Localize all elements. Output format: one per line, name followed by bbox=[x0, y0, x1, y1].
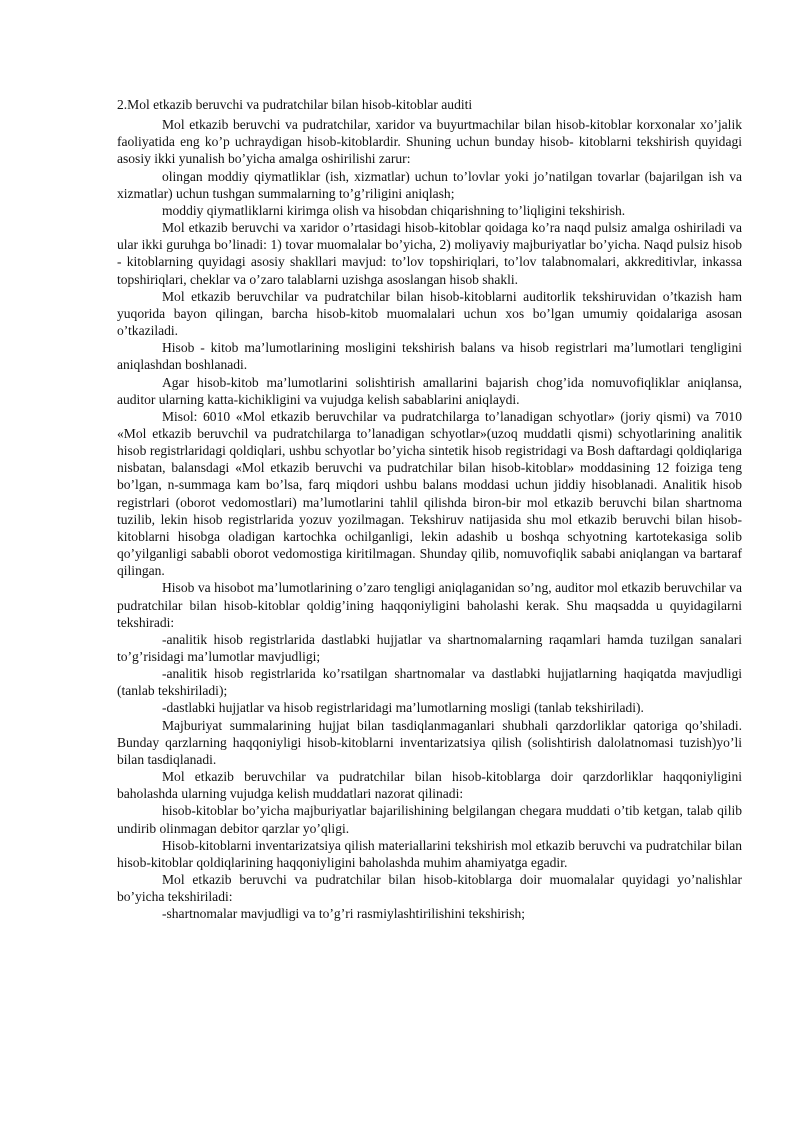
paragraph-doubtful-debts: Majburiyat summalarining hujjat bilan tasdiqlanmaganlari shubhali qarzdorliklar qatoriga qo’shiladi. Bunday qarzlarning haqqoniyligi hisob-kitoblarni inventarizatsiya qilish (solishtirish dalolatnomasi tuzish)yo’li bilan tasdiqlanadi. bbox=[117, 717, 742, 767]
section-heading: 2.Mol etkazib beruvchi va pudratchilar bilan hisob-kitoblar auditi bbox=[117, 97, 473, 112]
paragraph-operations-check: Mol etkazib beruvchi va pudratchilar bilan hisob-kitoblarga doir muomalalar quyidagi yo’nalishlar bo’yicha tekshiriladi: bbox=[117, 872, 742, 905]
paragraph-intro: Mol etkazib beruvchi va pudratchilar, xaridor va buyurtmachilar bilan hisob-kitoblar korxonalar xo’jalik faoliyatida eng ko’p uchraydigan hisob-kitoblardir. Shuning uchun bunday hisob- kitoblarni tekshirish quyidagi asosiy ikki yunalish bo’yicha amalga oshirilishi zarur: bbox=[117, 117, 742, 167]
paragraph-inventory: Hisob-kitoblarni inventarizatsiya qilish materiallarini tekshirish mol etkazib beruvchi va pudratchilar bilan hisob-kitoblar qoldiqlarining haqqoniyligini baholashda muhim ahamiyatga egadir. bbox=[117, 837, 742, 870]
paragraph-direction-2: moddiy qiymatliklarni kirimga olish va hisobdan chiqarishning to’liqligini tekshirish. bbox=[162, 202, 626, 218]
paragraph-example: Misol: 6010 «Mol etkazib beruvchilar va pudratchilarga to’lanadigan schyotlar» (joriy qismi) va 7010 «Mol etkazib beruvchil va pudratchilarga to’lanadigan schyotlar»(uzoq muddatli qismi) schyotlarining analitik hisob registrlaridagi qoldiqlari, ushbu schyotlar bo’yicha sintetik hisob registridagi va Bosh daftardagi qoldiqlariga nisbatan, balansdagi «Mol etkazib beruvchi va pudratchilar bilan hisob-kitoblar» moddasining 12 foiziga teng bo’lgan, n-summaga kam bo’lsa, farq miqdori ushbu balans moddasi uchun jiddiy hisoblanadi. Analitik hisob registrlari (oborot vedomostlari) ma’lumotlarini tahlil qilishda biron-bir mol etkazib beruvchi bilan shartnoma tuzilib, lekin hisob registrlarida yozuv yozilmagan. Tekshiruv natijasida shu mol etkazib beruvchi bilan hisob-kitoblarni hisobga oladigan kartochka ochilganligi, lekin adashib u boshqa schyotning kartotekasiga solib qo’yilganligi sababli oborot vedomostiga kiritilmagan. Shunday qilib, nomuvofiqlik sababi aniqlangan va bartaraf qilingan. bbox=[117, 408, 742, 579]
paragraph-discrepancies: Agar hisob-kitob ma’lumotlarini solishtirish amallarini bajarish chog’ida nomuvofiqliklar aniqlansa, auditor ularning katta-kichikligini va vujudga kelish sabablarini aniqlaydi. bbox=[117, 374, 742, 407]
paragraph-direction-1: olingan moddiy qiymatliklar (ish, xizmatlar) uchun to’lovlar yoki jo’natilgan tovarlar (bajarilgan ish va xizmatlar) uchun tushgan summalarning to’g’riligini aniqlash; bbox=[117, 168, 742, 201]
list-item-documents-match: -dastlabki hujjatlar va hisob registrlaridagi ma’lumotlarning mosligi (tanlab tekshiriladi). bbox=[162, 700, 644, 716]
list-item-contracts-check: -shartnomalar mavjudligi va to’g’ri rasmiylashtirilishini tekshirish; bbox=[162, 906, 526, 922]
document-page bbox=[117, 96, 742, 923]
paragraph-overdue: hisob-kitoblar bo’yicha majburiyatlar bajarilishining belgilangan chegara muddati o’tib ketgan, talab qilib undirib olinmagan debitor qarzlar yo’qligi. bbox=[117, 803, 742, 836]
list-item-registers-data: -analitik hisob registrlarida dastlabki hujjatlar va shartnomalarning raqamlari hamda tuzilgan sanalari to’g’risidagi ma’lumotlar mavjudligi; bbox=[117, 631, 742, 664]
paragraph-general-rules: Mol etkazib beruvchilar va pudratchilar bilan hisob-kitoblarni auditorlik tekshiruvidan o’tkazish ham yuqorida bayon qilingan, barcha hisob-kitob muomalalari uchun xos bo’lgan umumiy qoidalariga asosan o’tkaziladi. bbox=[117, 288, 742, 339]
paragraph-balance-check: Hisob - kitob ma’lumotlarining mosligini tekshirish balans va hisob registrlari ma’lumotlari tengligini aniqlashdan boshlanadi. bbox=[117, 340, 742, 373]
paragraph-cashless-forms: Mol etkazib beruvchi va xaridor o’rtasidagi hisob-kitoblar qoidaga ko’ra naqd pulsiz amalga oshiriladi va ular ikki guruhga bo’linadi: 1) tovar muomalalar bo’yicha, 2) moliyaviy majburiyatlar bo’yicha. Naqd pulsiz hisob - kitoblarning quyidagi asosiy shakllari mavjud: to’lov topshiriqlari, to’lov talabnomalari, akkreditivlar, inkassa topshiriqlari, cheklar va o’zaro talablarni uzishga asoslangan hisob shakli. bbox=[117, 220, 742, 287]
list-item-contracts-existence: -analitik hisob registrlarida ko’rsatilgan shartnomalar va dastlabki hujjatlarning haqiqatda mavjudligi (tanlab tekshiriladi); bbox=[117, 666, 742, 699]
paragraph-reliability: Hisob va hisobot ma’lumotlarining o’zaro tengligi aniqlaganidan so’ng, auditor mol etkazib beruvchilar va pudratchilar bilan hisob-kitoblar qoldig’ining haqqoniyligini baholashi kerak. Shu maqsadda u quyidagilarni tekshiradi: bbox=[117, 580, 742, 630]
paragraph-terms-control: Mol etkazib beruvchilar va pudratchilar bilan hisob-kitoblarga doir qarzdorliklar haqqoniyligini baholashda ularning vujudga kelish muddatlari nazorat qilinadi: bbox=[117, 769, 742, 802]
